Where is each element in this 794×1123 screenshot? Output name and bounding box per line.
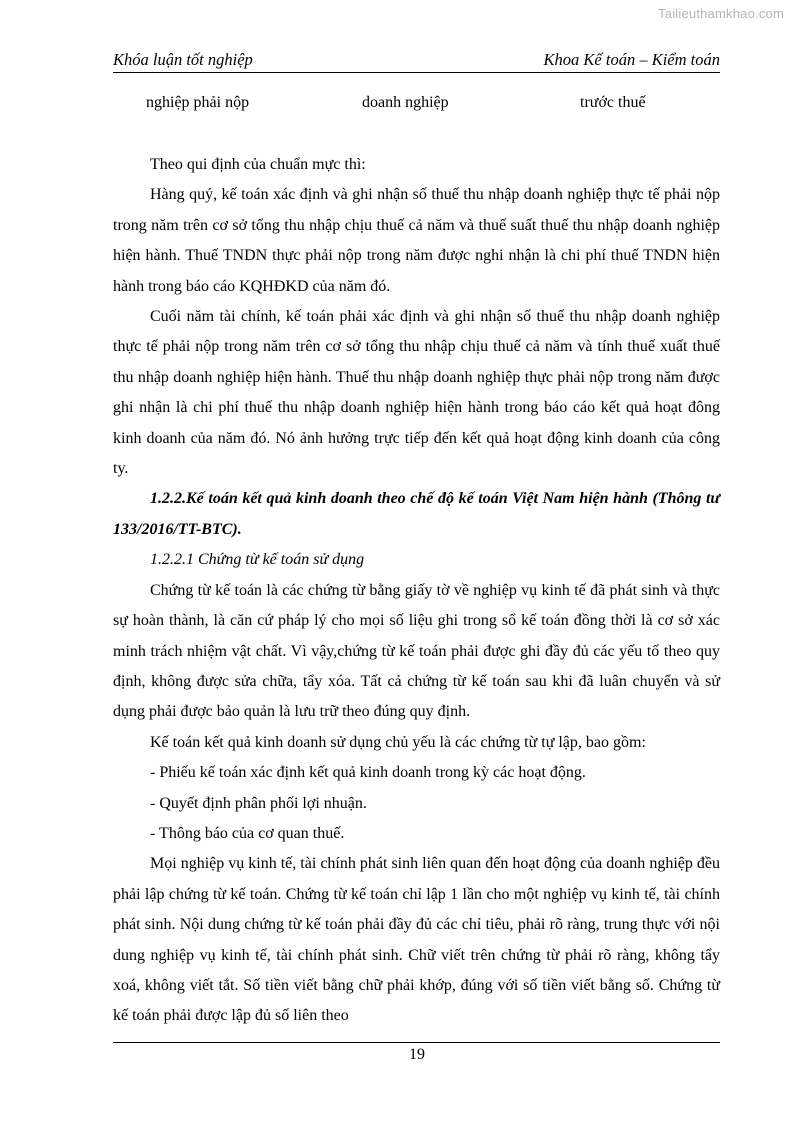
table-cell-col2: doanh nghiệp	[362, 94, 449, 111]
header-left-title: Khóa luận tốt nghiệp	[113, 50, 253, 69]
list-item: - Thông báo của cơ quan thuế.	[150, 824, 345, 842]
section-heading-1-2-2-1: 1.2.2.1 Chứng từ kế toán sử dụng	[150, 551, 365, 569]
list-item: - Quyết định phân phối lợi nhuận.	[150, 794, 367, 812]
paragraph-voucher-rules: Mọi nghiệp vụ kinh tế, tài chính phát sinh liên quan đến hoạt động của doanh nghiệp đều phải lập chứng từ kế toán. Chứng từ kế toán chỉ lập 1 lần cho một nghiệp vụ kinh tế, tài chính phát sinh. Nội dung chứng từ kế toán phải đầy đủ các chỉ tiêu, phải rõ ràng, trung thực với nội dung nghiệp vụ kinh tế, tài chính phát sinh. Chữ viết trên chứng từ phải rõ ràng, không tẩy xoá, không viết tắt. Số tiền viết bằng chữ phải khớp, đúng với số tiền viết bằng số. Chứng từ kế toán phải được lập đủ số liên theo	[113, 855, 720, 1025]
section-heading-1-2-2: 1.2.2.Kế toán kết quả kinh doanh theo chế độ kế toán Việt Nam hiện hành (Thông tư 133/2016/TT-BTC).	[113, 490, 720, 538]
paragraph-intro: Theo qui định của chuẩn mực thì:	[150, 156, 366, 173]
table-cell-col3: trước thuế	[580, 94, 646, 111]
table-continuation-row	[0, 94, 794, 118]
footer-divider	[113, 1042, 720, 1043]
paragraph-quarterly: Hàng quý, kế toán xác định và ghi nhận số thuế thu nhập doanh nghiệp thực tế phải nộp trong năm trên cơ sở tổng thu nhập chịu thuế cả năm và thuế suất thuế thu nhập doanh nghiệp hiện hành. Thuế TNDN thực phải nộp trong năm được nghi nhận là chi phí thuế TNDN hiện hành trong báo cáo KQHĐKD của năm đó.	[113, 186, 720, 295]
header-right-title: Khoa Kế toán – Kiểm toán	[543, 50, 720, 69]
paragraph-vouchers: Chứng từ kế toán là các chứng từ bằng giấy tờ về nghiệp vụ kinh tế đã phát sinh và thực sự hoàn thành, là căn cứ pháp lý cho mọi số liệu ghi trong sổ kế toán đồng thời là cơ sở xác minh trách nhiệm vật chất. Vì vậy,chứng từ kế toán phải được ghi đầy đủ các yếu tố theo quy định, không được sửa chữa, tẩy xóa. Tất cả chứng từ kế toán sau khi đã luân chuyển và sử dụng phải được bảo quản là lưu trữ theo đúng quy định.	[113, 581, 720, 721]
watermark-text: Tailieuthamkhao.com	[658, 6, 784, 21]
list-item: - Phiếu kế toán xác định kết quả kinh doanh trong kỳ các hoạt động.	[150, 764, 586, 782]
paragraph-voucher-list-intro: Kế toán kết quả kinh doanh sử dụng chủ yếu là các chứng từ tự lập, bao gồm:	[150, 733, 646, 751]
page-number: 19	[409, 1046, 425, 1063]
page-header	[113, 48, 720, 73]
document-body	[113, 150, 720, 1032]
paragraph-year-end: Cuối năm tài chính, kế toán phải xác định và ghi nhận số thuế thu nhập doanh nghiệp thực tế phải nộp trong năm trên cơ sở tổng thu nhập chịu thuế cả năm và tính thuế xuất thuế thu nhập doanh nghiệp hiện hành. Thuế thu nhập doanh nghiệp thực phải nộp trong năm được ghi nhận là chi phí thuế thu nhập doanh nghiệp hiện hành trong báo cáo kết quả hoạt đông kinh doanh của năm đó. Nó ảnh hưởng trực tiếp đến kết quả hoạt động kinh doanh của công ty.	[113, 308, 720, 478]
table-cell-col1: nghiệp phải nộp	[146, 94, 250, 111]
